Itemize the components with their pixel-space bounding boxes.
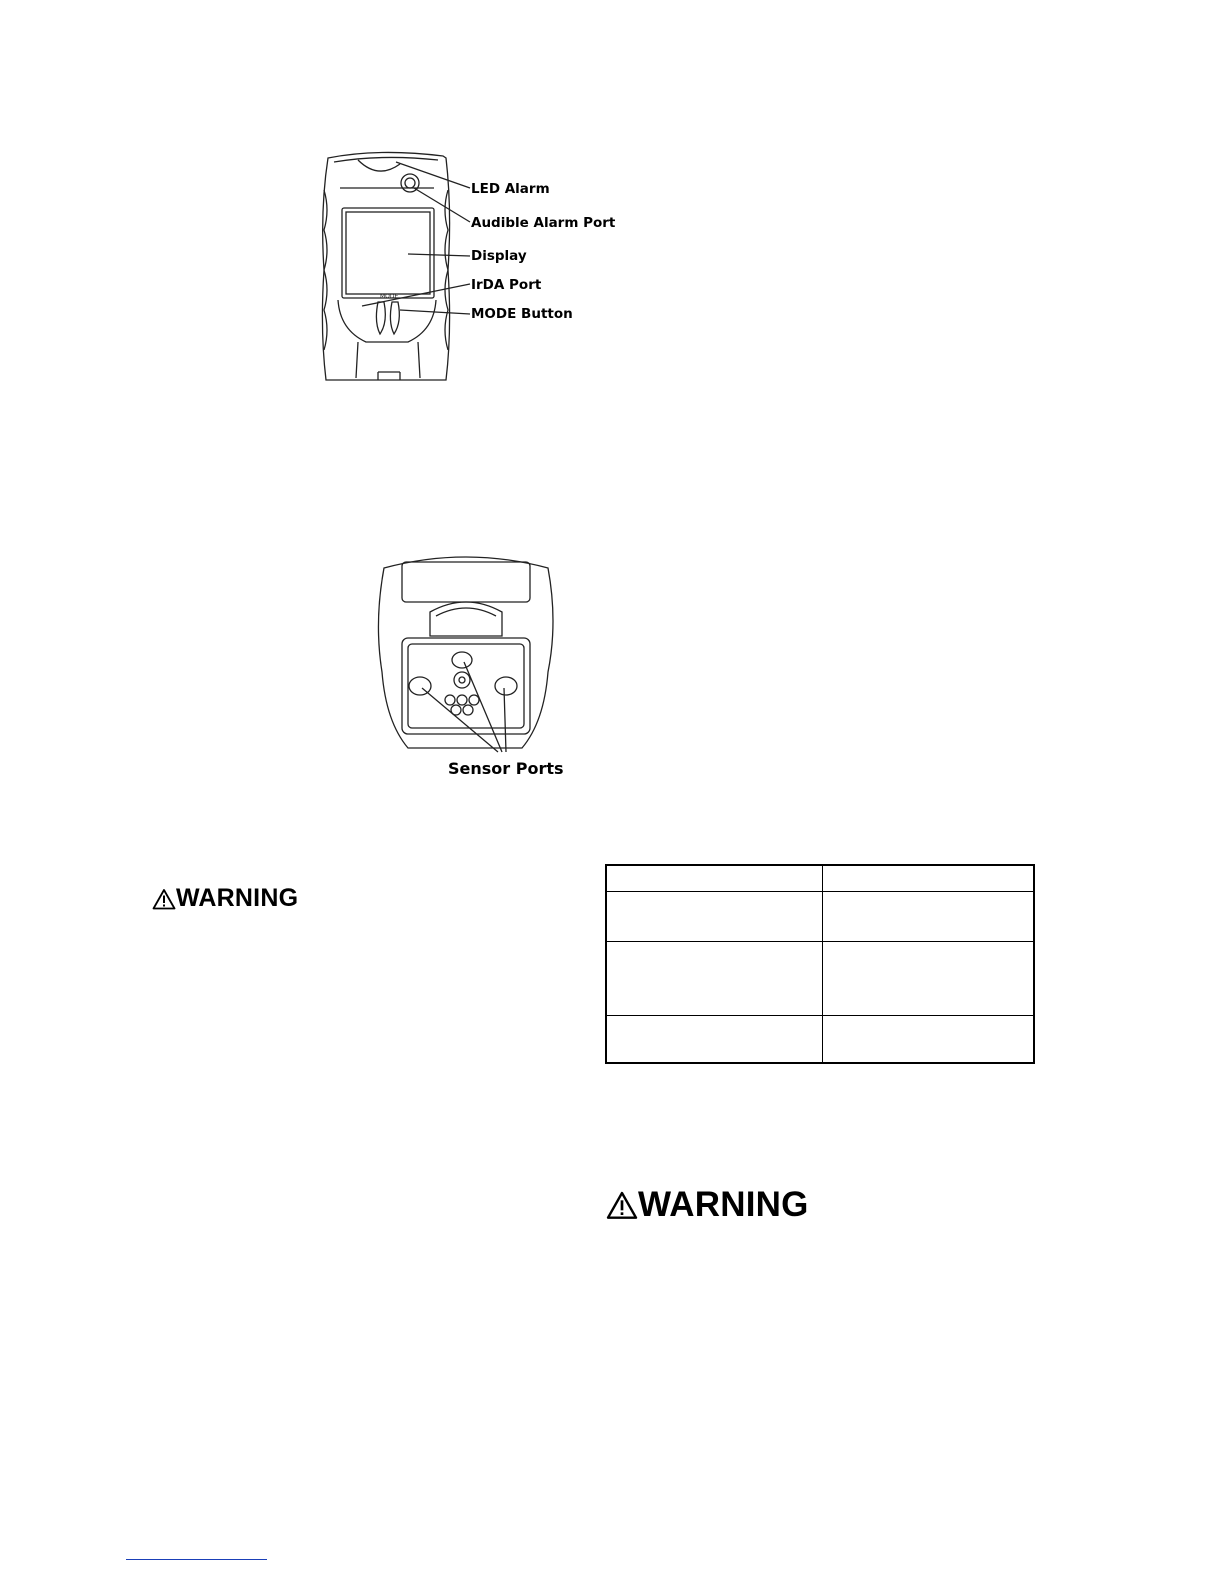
table-row bbox=[606, 865, 1034, 891]
spec-table bbox=[605, 864, 1035, 1064]
warning-label-2: WARNING bbox=[638, 1185, 809, 1224]
mode-button bbox=[376, 302, 385, 334]
table-cell bbox=[606, 941, 823, 1015]
callout-audible-alarm-port: Audible Alarm Port bbox=[471, 215, 616, 231]
warning-heading-2 bbox=[606, 1185, 809, 1225]
table-cell bbox=[606, 865, 823, 891]
device-front-diagram bbox=[318, 150, 618, 386]
warning-triangle-icon bbox=[152, 888, 176, 910]
display-window bbox=[342, 208, 434, 298]
callout-mode-button: MODE Button bbox=[471, 306, 573, 322]
table-cell bbox=[606, 891, 823, 941]
sensor-port-center bbox=[452, 652, 472, 668]
callout-sensor-ports: Sensor Ports bbox=[448, 759, 564, 778]
footnote-rule bbox=[126, 1559, 267, 1560]
warning-label-1: WARNING bbox=[176, 884, 299, 912]
table-cell bbox=[823, 865, 1035, 891]
device-sensor-diagram bbox=[372, 552, 560, 760]
warning-heading-1 bbox=[152, 884, 298, 913]
table-cell bbox=[823, 891, 1035, 941]
table-cell bbox=[823, 1015, 1035, 1063]
table-row bbox=[606, 941, 1034, 1015]
callout-irda-port: IrDA Port bbox=[471, 277, 542, 293]
table-cell bbox=[823, 941, 1035, 1015]
table-row bbox=[606, 891, 1034, 941]
sensor-port-right bbox=[495, 677, 517, 695]
table-cell bbox=[606, 1015, 823, 1063]
table-row bbox=[606, 1015, 1034, 1063]
mode-label-on-device: MODE bbox=[380, 293, 399, 300]
callout-display: Display bbox=[471, 248, 527, 264]
callout-led-alarm: LED Alarm bbox=[471, 181, 550, 197]
warning-triangle-icon bbox=[606, 1190, 638, 1220]
